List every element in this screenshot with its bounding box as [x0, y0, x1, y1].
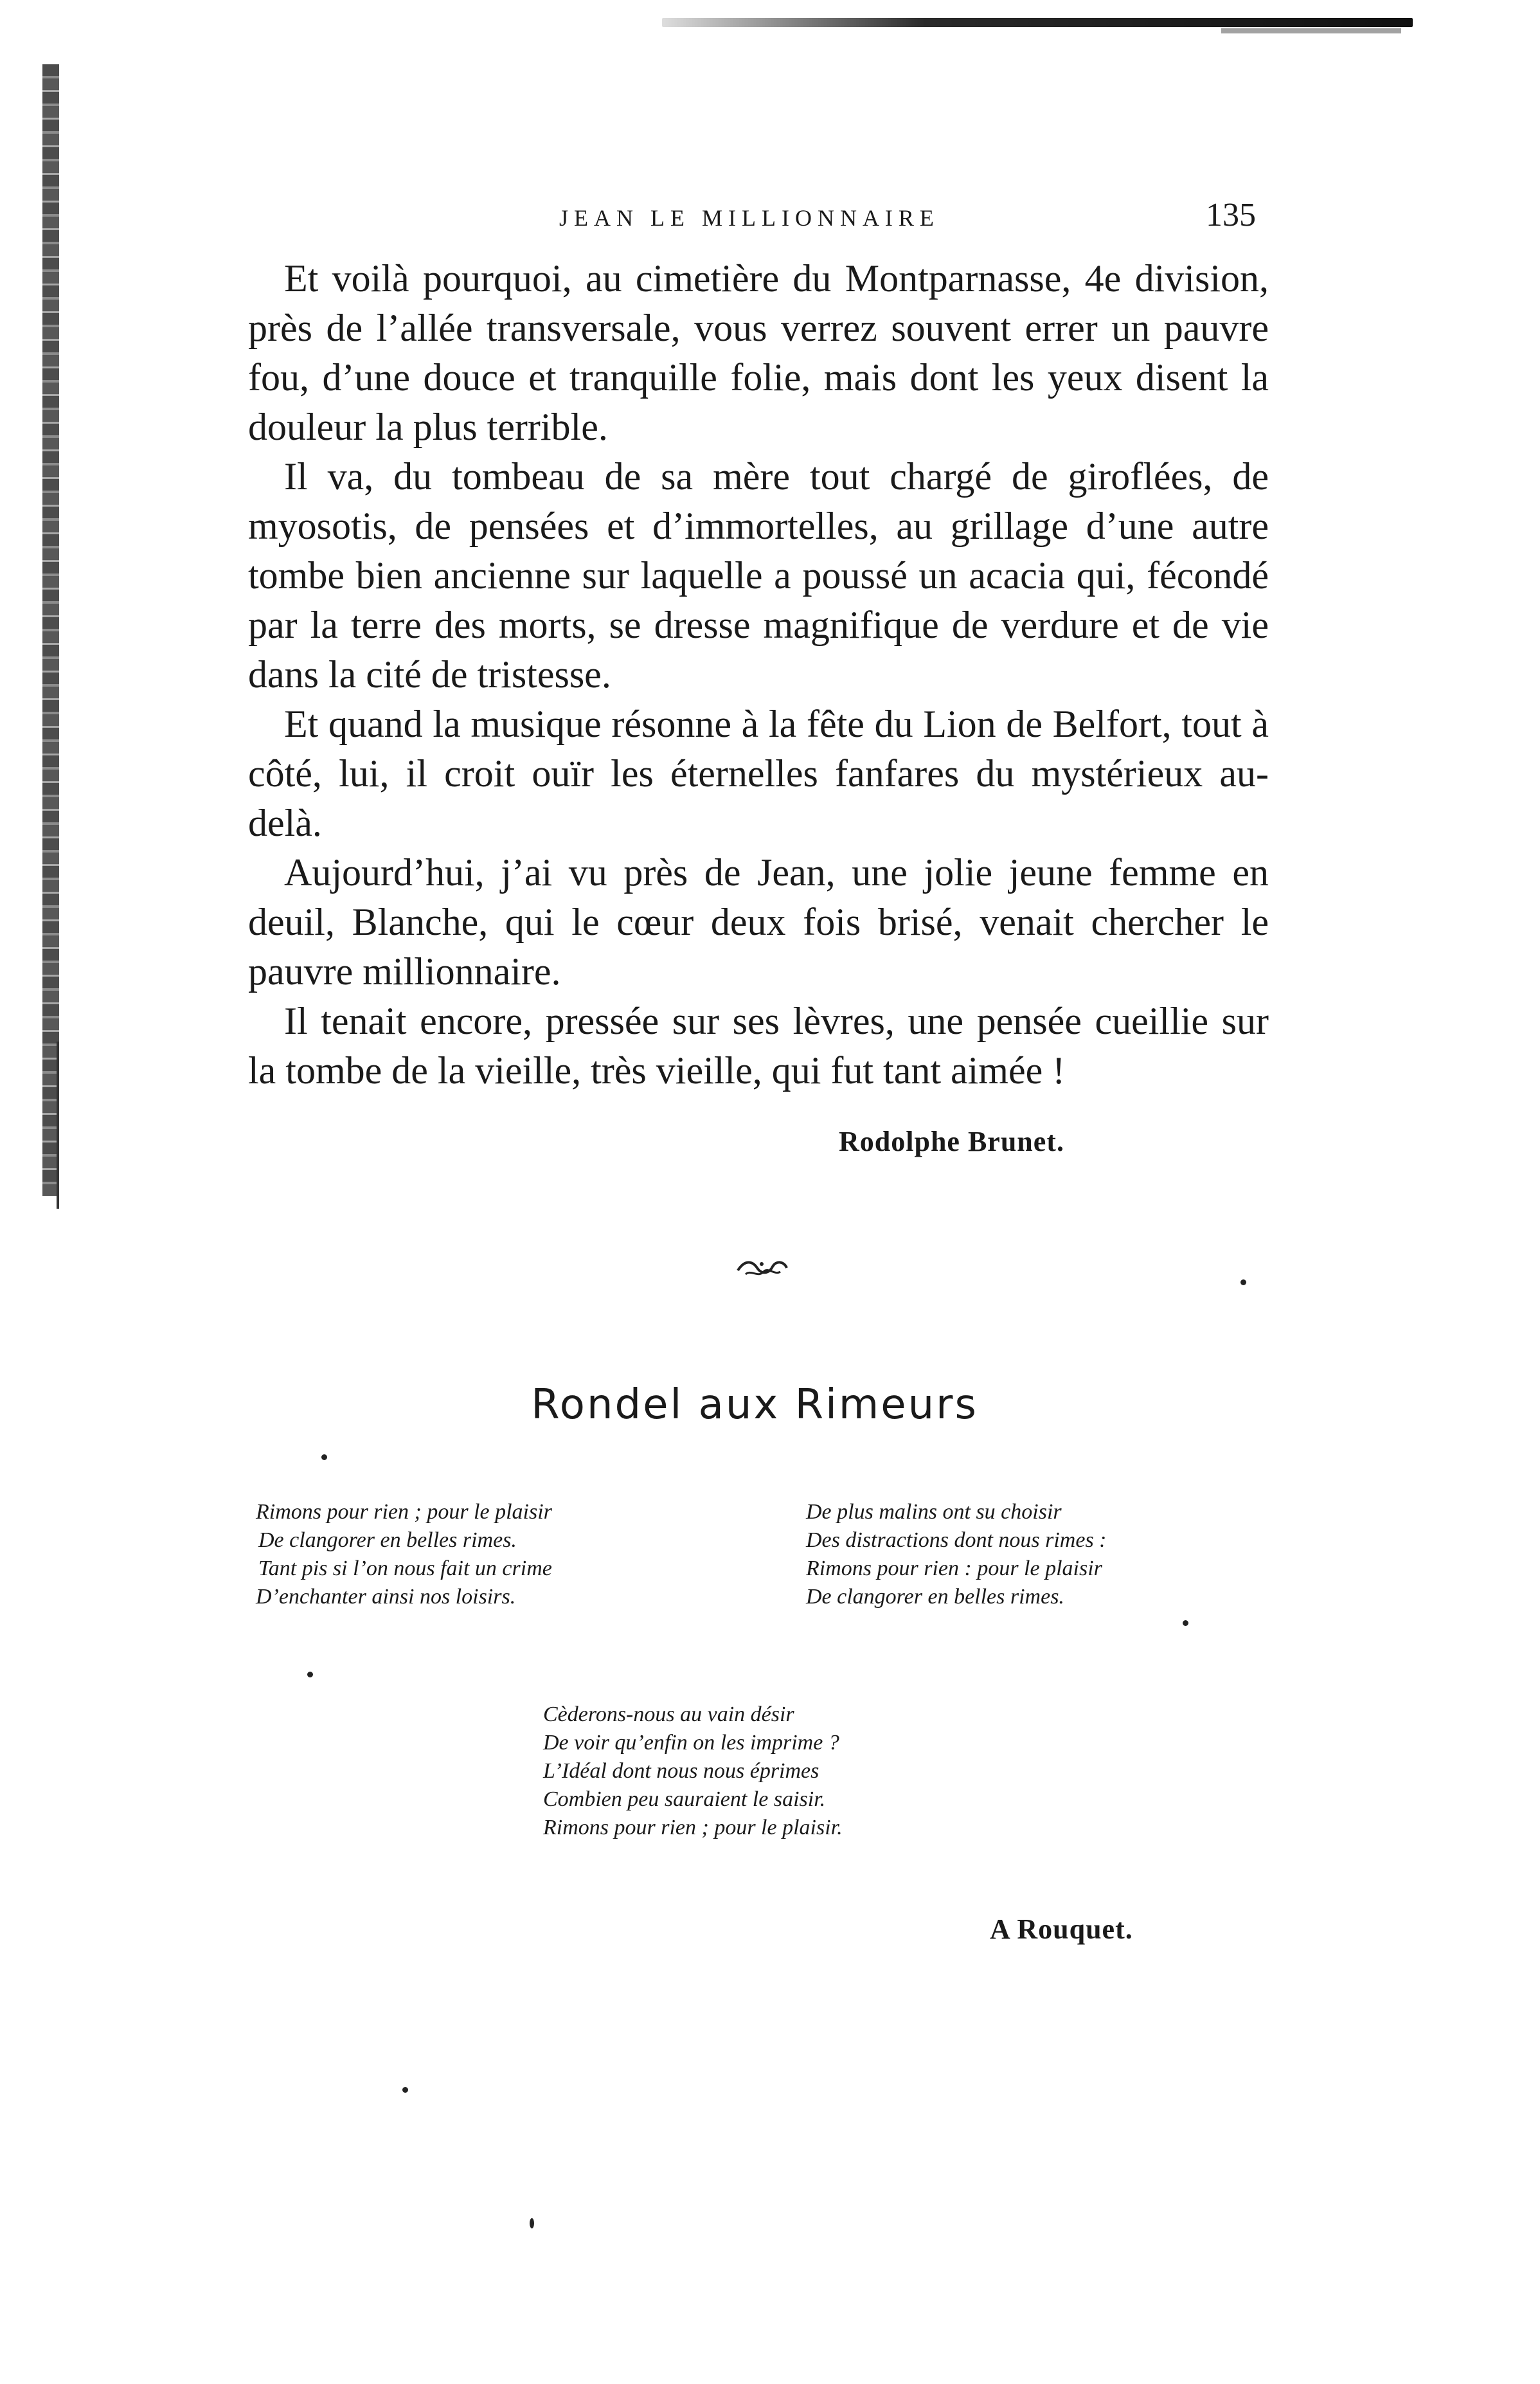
verse-line: Cèderons-nous au vain désir: [543, 1702, 794, 1726]
paragraph: Et voilà pourquoi, au cimetière du Montparnasse, 4e division, près de l’allée transversale, vous verrez souvent errer un pauvre fou, d’une douce et tranquille folie, mais dont les yeux disent la douleur la plus terrible.: [248, 257, 1269, 448]
scan-top-rule: [662, 18, 1413, 27]
paragraph: Il tenait encore, pressée sur ses lèvres, une pensée cueillie sur la tombe de la vieille, très vieille, qui fut tant aimée !: [248, 1000, 1269, 1092]
scan-speck: [1183, 1620, 1188, 1626]
verse-line: De clangorer en belles rimes.: [258, 1528, 517, 1552]
paragraph: Il va, du tombeau de sa mère tout chargé de giroflées, de myosotis, de pensées et d’immortelles, au grillage d’une autre tombe bien ancienne sur laquelle a poussé un acacia qui, fécondé par la terre des morts, se dresse magnifique de verdure et de vie dans la cité de tristesse.: [248, 455, 1269, 696]
verse-line: Rimons pour rien : pour le plaisir: [806, 1557, 1102, 1580]
verse-line: De plus malins ont su choisir: [806, 1500, 1062, 1524]
scan-speck: [307, 1672, 313, 1677]
verse-line: De clangorer en belles rimes.: [806, 1585, 1064, 1609]
verse-line: Tant pis si l’on nous fait un crime: [258, 1557, 552, 1580]
scan-speck: [321, 1454, 327, 1460]
paragraph: Aujourd’hui, j’ai vu près de Jean, une jolie jeune femme en deuil, Blanche, qui le cœur deux fois brisé, venait chercher le pauvre millionnaire.: [248, 851, 1269, 993]
verse-line: De voir qu’enfin on les imprime ?: [543, 1731, 839, 1755]
verse-line: Rimons pour rien ; pour le plaisir: [256, 1500, 552, 1524]
scan-speck: [402, 2087, 408, 2093]
scan-binding-edge: [42, 64, 59, 1196]
scan-edge-line: [57, 1042, 59, 1209]
verse-line: Combien peu sauraient le saisir.: [543, 1787, 826, 1811]
story-body: [248, 254, 1269, 1096]
verse-line: D’enchanter ainsi nos loisirs.: [256, 1585, 516, 1609]
fleuron-ornament-icon: [733, 1255, 791, 1281]
running-title: JEAN LE MILLIONNAIRE: [559, 205, 940, 231]
paragraph: Et quand la musique résonne à la fête du Lion de Belfort, tout à côté, lui, il croit ouïr les éternelles fanfares du mystérieux au-delà.: [248, 703, 1269, 844]
poem-stanza-1: [256, 1498, 552, 1611]
story-signature: Rodolphe Brunet.: [839, 1126, 1064, 1157]
poem-stanza-2: [806, 1498, 1107, 1611]
verse-line: Des distractions dont nous rimes :: [806, 1528, 1107, 1552]
scan-speck: [1240, 1279, 1246, 1285]
page-number: 135: [1206, 197, 1256, 233]
scan-speck: [530, 2218, 534, 2228]
verse-line: L’Idéal dont nous nous éprimes: [543, 1759, 819, 1783]
poem-title: Rondel aux Rimeurs: [531, 1381, 978, 1429]
poem-stanza-3: [543, 1701, 843, 1842]
verse-line: Rimons pour rien ; pour le plaisir.: [543, 1816, 843, 1839]
poem-signature: A Rouquet.: [990, 1913, 1133, 1945]
scan-top-rule-shadow: [1221, 28, 1401, 33]
